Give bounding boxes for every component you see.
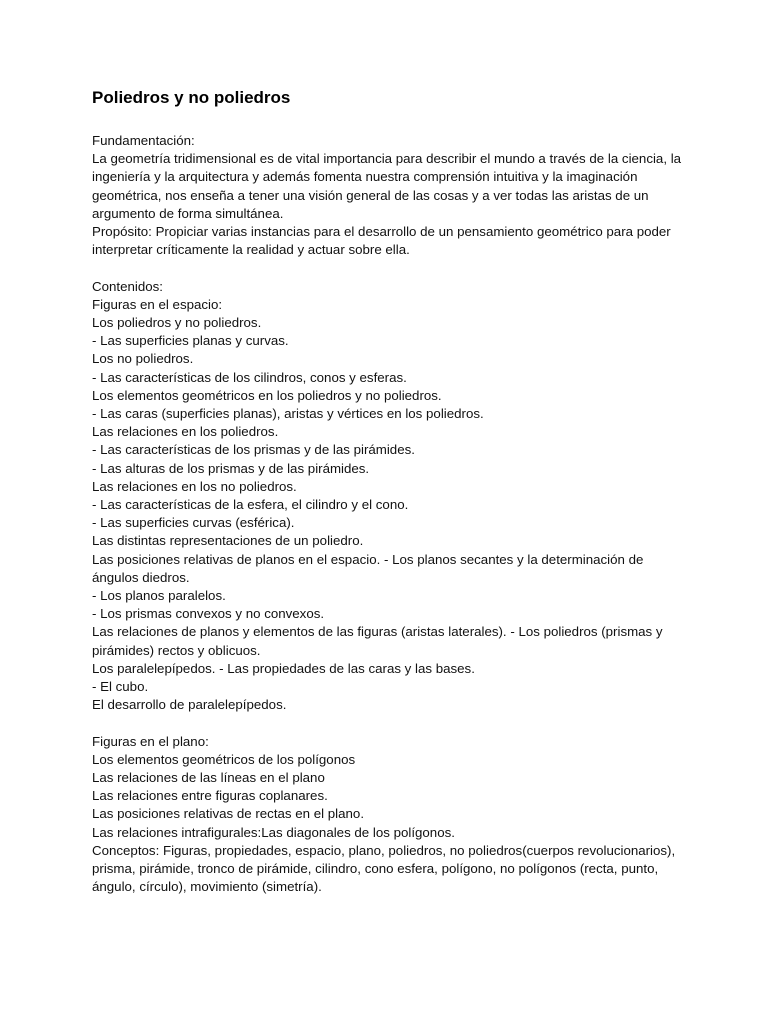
section-spacer	[92, 714, 682, 732]
content-item: - Las superficies planas y curvas.	[92, 333, 289, 349]
content-item: - Las superficies curvas (esférica).	[92, 515, 295, 531]
content-item: Las distintas representaciones de un poliedro.	[92, 533, 364, 549]
content-item: El desarrollo de paralelepípedos.	[92, 697, 287, 713]
content-item: Las relaciones entre figuras coplanares.	[92, 788, 328, 804]
figuras-espacio-heading: Figuras en el espacio:	[92, 296, 223, 312]
document-title: Poliedros y no poliedros	[92, 88, 291, 107]
content-item: Las relaciones en los no poliedros.	[92, 478, 297, 494]
content-item: Los no poliedros.	[92, 351, 194, 367]
content-item: - Las características de los prismas y de las pirámides.	[92, 442, 415, 458]
section-spacer	[92, 259, 682, 277]
plano-section	[92, 733, 682, 897]
content-item: - Las características de la esfera, el cilindro y el cono.	[92, 497, 409, 513]
fundamentacion-heading: Fundamentación:	[92, 133, 195, 148]
content-item: Las relaciones de las líneas en el plano	[92, 770, 325, 786]
content-item: Los paralelepípedos. - Las propiedades de las caras y las bases.	[92, 660, 475, 676]
content-item: Las relaciones intrafigurales:Las diagonales de los polígonos.	[92, 824, 455, 840]
content-item: - Los planos paralelos.	[92, 588, 226, 604]
content-item: - Las alturas de los prismas y de las pirámides.	[92, 460, 370, 476]
content-item: - Los prismas convexos y no convexos.	[92, 606, 325, 622]
contenidos-heading: Contenidos:	[92, 278, 163, 294]
figuras-plano-heading: Figuras en el plano:	[92, 733, 209, 749]
fundamentacion-text: La geometría tridimensional es de vital importancia para describir el mundo a través de la ciencia, la ingeniería y la arquitectura y además fomenta nuestra comprensión intuitiva y la imaginación geométrica, nos enseña a tener una visión general de las cosas y a ver todas las aristas de un argumento de forma simultánea.	[92, 151, 682, 221]
content-item: - El cubo.	[92, 679, 149, 695]
content-item: Los elementos geométricos en los poliedros y no poliedros.	[92, 387, 442, 403]
content-item: Los elementos geométricos de los polígonos	[92, 751, 356, 767]
proposito-text: Propósito: Propiciar varias instancias para el desarrollo de un pensamiento geométrico para poder interpretar críticamente la realidad y actuar sobre ella.	[92, 224, 671, 258]
conceptos-text: Conceptos: Figuras, propiedades, espacio, plano, poliedros, no poliedros(cuerpos revolucionarios), prisma, pirámide, tronco de pirámide, cilindro, cono esfera, polígono, no polígonos (recta, punto, ángulo, círculo), movimiento (simetría).	[92, 842, 676, 895]
document-body	[92, 87, 682, 897]
content-item: Las posiciones relativas de rectas en el plano.	[92, 806, 365, 822]
content-item: Las posiciones relativas de planos en el espacio. - Los planos secantes y la determinación de ángulos diedros.	[92, 551, 644, 585]
content-item: - Las caras (superficies planas), aristas y vértices en los poliedros.	[92, 406, 484, 422]
content-item: - Las características de los cilindros, conos y esferas.	[92, 369, 407, 385]
content-item: Las relaciones en los poliedros.	[92, 424, 279, 440]
intro-section	[92, 132, 682, 259]
content-item: Las relaciones de planos y elementos de las figuras (aristas laterales). - Los poliedros (prismas y pirámides) rectos y oblicuos.	[92, 624, 663, 658]
contenidos-section	[92, 278, 682, 715]
content-item: Los poliedros y no poliedros.	[92, 315, 262, 331]
